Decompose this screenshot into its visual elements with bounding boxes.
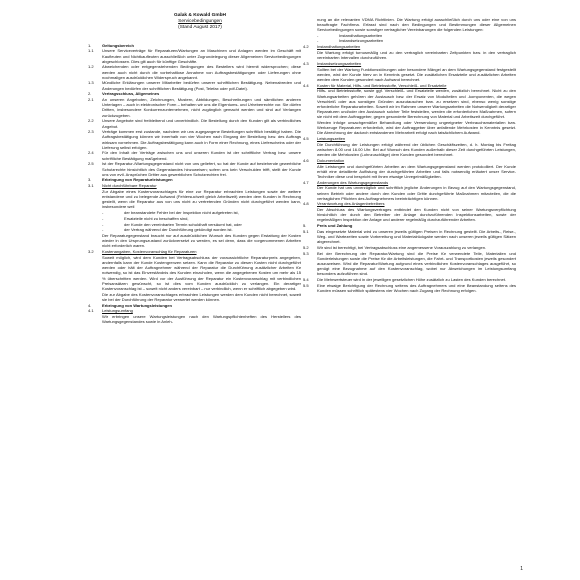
section-heading (88, 303, 301, 308)
clause-number: - (102, 210, 104, 216)
clause-number: 2.2 (88, 118, 94, 124)
paragraph (88, 308, 301, 313)
clause-number: 1. (88, 42, 92, 48)
paragraph (303, 50, 516, 60)
paragraph (88, 129, 301, 150)
paragraph (88, 249, 301, 254)
clause-text: Werden infolge unsachgemäßer Behandlung oder Verwendung ungeeigneter Verbrauchsmaterialien bzw. Werkzeuge Reparaturen erforderlich, wird der Auftraggeber über anfallende Mehrkosten in Kenntnis gesetzt. Die Abrechnung der dadurch entstandenen Mehrarbeit erfolgt nach tatsächlichem Aufwand. (317, 119, 516, 136)
clause-text: Mündliche Erklärungen unserer Mitarbeiter bedürfen unserer schriftlichen Bestätigung. Nebenabreden und Änderungen bedürfen der schriftlichen Bestätigung (Post, Telefax oder pdf-Datei). (102, 80, 301, 91)
clause-number: 4.3 (303, 60, 309, 66)
section-heading (303, 223, 516, 228)
clause-text: nung an die relevanten VDMA Richtlinien. Die Wartung erfolgt ausschließlich durch uns oder eine von uns beauftragte Fachfirma. Erfasst sind nach den Bedingungen und Bestimmungen dieser Allgemeinen Servicebedingungen sowie sonstiger vertraglicher Vereinbarungen die folgenden Leistungen: (317, 16, 516, 32)
list-item (88, 210, 301, 215)
right-column (303, 16, 516, 293)
clause-number: 3.2 (88, 249, 94, 255)
paragraph (88, 80, 301, 90)
clause-text: Verträge kommen erst zustande, nachdem wir uns zugegangene Bestellungen schriftlich bestätigt haben. Die Auftragsbestätigung können wir innerhalb von vier Wochen nach Eingang der Bestellung bzw. des Auftrags wirksam vornehmen. Die Auftragsbestätigung kann auch in Form einer Rechnung, eines Lieferscheins oder der Lieferung selbst erfolgen. (102, 129, 301, 150)
clause-number: 4. (88, 302, 92, 308)
clause-number: 1.3 (88, 80, 94, 86)
paragraph (303, 83, 516, 88)
clause-text: Der Abschluss des Wartungsvertrages entbindet den Kunden nicht von seiner Wartungsverpflichtung hinsichtlich der durch den Betreiber der Anlage durchzuführenden Inspektionsarbeiten, sowie der regelmäßigen Inspektion der Anlage und anderer regelmäßig durchzuführender Arbeiten. (317, 207, 516, 223)
clause-number (303, 120, 317, 135)
paragraph (303, 283, 516, 293)
paragraph (88, 255, 301, 291)
paragraph (88, 150, 301, 160)
clause-text: Abweichenden oder entgegenstehenden Bedingungen des Bestellers wird hiermit widersprochen; diese werden auch nicht durch die vorbehaltlose Annahme von Auftragsbestätigungen oder Lieferungen ohne nochmaligen ausdrücklichen Widerspruch angekannt. (102, 64, 301, 80)
paragraph (303, 229, 516, 244)
clause-text: Wir sind ist berechtigt, bei Vertragsabschluss eine angemessene Vorauszahlung zu verlangen. (317, 245, 487, 251)
subsection-title: Leistungsumfang (102, 308, 133, 314)
clause-number: 5.2 (303, 245, 309, 251)
paragraph (303, 120, 516, 135)
clause-number: 4.5 (303, 135, 309, 141)
paragraph (303, 201, 516, 206)
paragraph (88, 161, 301, 176)
clause-number (303, 207, 317, 222)
clause-text: der Vertrag während der Durchführung gekündigt worden ist. (124, 227, 233, 233)
paragraph (303, 180, 516, 185)
paragraph (88, 97, 301, 118)
paragraph (88, 233, 301, 248)
section-heading (88, 91, 301, 96)
list-item (303, 33, 516, 38)
section-title: Preis und Zahlung (317, 223, 353, 229)
subsection-title: Nicht durchführbare Reparatur (102, 183, 157, 189)
subsection-title: Instandhaltungsarbeiten (317, 44, 361, 50)
clause-number: 2.3 (88, 129, 94, 135)
clause-number: - (102, 221, 104, 227)
clause-number: 4.1 (88, 308, 94, 314)
list-item (88, 216, 301, 221)
clause-number: 5.5 (303, 282, 309, 288)
clause-text: Ersatzteile nicht zu beschaffen sind, (124, 215, 189, 221)
clause-text: Ist der Reparatur-/Wartungsgegenstand nicht von uns geliefert, so hat der Kunde auf bestehende gewerbliche Schutzrechte hinsichtlich des Gegenstandes hinzuweisen; sofern uns kein Verschulden trifft, stellt der Kunde uns von evtl. Ansprüchen Dritter aus gewerblichen Schutzrechten frei. (102, 161, 301, 177)
section-title: Vertragsschluss, Allgemeines (102, 91, 160, 97)
list-item (88, 222, 301, 227)
subsection-title: Leistungszeiten (317, 135, 346, 141)
clause-text: Die Mehrwertsteuer wird in der jeweiligen gesetzlichen Höhe zusätzlich zu Lasten des Kunden berechnet. (317, 277, 506, 283)
clause-text: Instandsetzungsarbeiten (339, 38, 384, 44)
paragraph (88, 48, 301, 63)
paragraph (303, 67, 516, 82)
document-title: Servicebedingungen (178, 19, 222, 24)
paragraph (303, 207, 516, 222)
clause-number (88, 292, 102, 302)
clause-text: Die Durchführung der Leistungen erfolgt während der üblichen Geschäftszeiten, d. h. Montag bis Freitag zwischen 8.00 und 16.00 Uhr. Bei auf Wunsch des Kunden außerhalb dieser Zeit durchgeführten Leistungen, werden die Mehrkosten (Lohnzuschläge) dem Kunden gesondert berechnet. (317, 141, 516, 158)
paragraph (303, 61, 516, 66)
clause-text: Die zur Abgabe des Kostenvoranschlages erbrachten Leistungen werden dem Kunden nicht berechnet, soweit sie bei der Durchführung der Reparatur verwertet werden können. (102, 291, 301, 302)
section-heading (88, 177, 301, 182)
paragraph (303, 185, 516, 200)
clause-text: Die Wartung erfolgt turnusmäßig und zu den vertraglich vereinbarten Zeitpunkten bzw. in den vertraglich vereinbarten Intervallen durchzuführen. (317, 49, 516, 61)
clause-number: 4.4 (303, 82, 309, 88)
clause-number (88, 314, 102, 324)
clause-text: Hilfs- und Betriebsstoffe, sowie ggf. Verschleiß- und Ersatzteile werden, zusätzlich berechnet. Nicht zu den Wartungsarbeiten gehören der Austausch bzw. der Ersatz von Modulteilen und -komponenten, die wegen Verschleiß oder aus sonstigen Gründen auszutauschen bzw. zu ersetzen sind, ebenso wenig sonstige erforderliche Reparaturarbeiten. Soweit wir im Rahmen unserer Wartungsarbeiten die Notwendigkeit derartiger Reparaturen und/oder den Austausch solcher Teile feststellen, werden die erforderlichen Maßnahmen, sofern sie nicht mit dem Auftraggeber, gegen gesonderte Berechnung von Material und Arbeitszeit durchgeführt. (317, 88, 516, 120)
clause-number (303, 164, 317, 179)
clause-number: 5. (303, 223, 307, 229)
left-column (88, 42, 301, 324)
paragraph (303, 44, 516, 49)
clause-number: 4.8 (303, 201, 309, 207)
paragraph (303, 245, 516, 250)
paragraph (303, 158, 516, 163)
subsection-title: Instandsetzungsarbeiten (317, 60, 362, 66)
clause-number: - (102, 227, 104, 233)
clause-number: - (102, 215, 104, 221)
clause-number (303, 17, 317, 32)
paragraph (303, 277, 516, 282)
clause-text: An unseren Angeboten, Zeichnungen, Mustern, Abbildungen, Beschreibungen und sämtlichen anderen Unterlagen – auch in elektronischer Form – behalten wir uns die Eigentums- und Urheberrechte vor. Sie dürfen Dritten, insbesondere Konkurrenzunternehmen, nicht zugänglich gemacht werden und sind auf Verlangen zurückzugeben. (102, 97, 301, 118)
clause-number: 5.3 (303, 250, 309, 256)
clause-text: Unsere Angebote sind freibleibend und unverbindlich. Die Bestellung durch den Kunden gilt als verbindliches Angebot. (102, 118, 301, 129)
clause-text: Bei der Berechnung der Reparatur/Wartung sind die Preise für verwendete Teile, Materialien und Sonderleistungen sowie die Preise für die Arbeitsleistungen, die Fahrt- und Transportkosten jeweils gesondert auszuweisen. Wird die Reparatur/Wartung aufgrund eines verbindlichen Kostenvoranschlages ausgeführt, so genügt eine Bezugnahme auf den Kostenvoranschlag, wobei nur Abweichungen im Leistungsumfang besonders aufzuführen sind. (317, 250, 516, 277)
subsection-title: Kosten für Material, Hilfs- und Betriebsstoffe, Verschleiß- und Ersatzteile (317, 82, 447, 88)
clause-number (88, 255, 102, 291)
paragraph (303, 17, 516, 32)
clause-number: 4.2 (303, 44, 309, 50)
clause-number: 2. (88, 91, 92, 97)
clause-number: 2.5 (88, 161, 94, 167)
section-heading (88, 43, 301, 48)
clause-text: Sollten bei der Wartung Funktionsstörungen oder besondere Mängel an dem Wartungsgegenstand festgestellt werden, wird der Kunde hierv on in Kenntnis gesetzt. Die zusätzlichen Ersatzteile und zusätzlichen Arbeiten werden dem Kunden gesondert nach Aufwand berechnet. (317, 66, 516, 82)
list-item (303, 38, 516, 43)
clause-text: der Kunde den vereinbarten Termin schuldhaft versäumt hat, oder (124, 221, 242, 227)
clause-text: Für den Inhalt der Verträge zwischen uns und unseren Kunden ist der schriftliche Vertrag bzw. unsere schriftliche Bestätigung maßgebend. (102, 150, 301, 161)
paragraph (303, 164, 516, 179)
document-header (95, 13, 305, 31)
section-title: Erbringung von Wartungsleistungen (102, 302, 172, 308)
paragraph (88, 292, 301, 302)
paragraph (88, 118, 301, 128)
section-title: Erbringung von Reparaturleistungen (102, 177, 173, 183)
clause-number (303, 88, 317, 119)
clause-text: Instandhaltungsarbeiten (339, 32, 383, 38)
subsection-title: Dokumentation (317, 157, 345, 163)
clause-number: 2.1 (88, 97, 94, 103)
clause-text: Eine etwaige Berichtigung der Rechnung seitens des Auftragnehmers und eine Beanstandung seitens des Kunden müssen schriftlich spätestens vier Wochen nach Zugang der Rechnung erfolgen. (317, 282, 516, 294)
clause-number: - (317, 32, 319, 38)
paragraph (303, 136, 516, 141)
clause-text: Soweit möglich, wird dem Kunden bei Vertragsabschluss der voraussichtliche Reparaturpreis angegeben, andernfalls kann der Kunde Kostengrenzen setzen. Kann die Reparatur zu diesen Kosten nicht durchgeführt werden oder hält der Auftragnehmer während der Reparatur die Durchführung zusätzlicher Arbeiten für notwendig, so ist das Einverständnis des Kunden einzuholen, wenn die angegebenen Kosten um mehr als 15 % überschritten werden. Wird vor der Ausführung der Reparatur ein Kostenvoranschlag mit verbindlichen Preisansätzen gewünscht, so ist dies vom Kunden ausdrücklich zu verlangen. Ein derartiger Kostenvoranschlag ist – soweit nicht anders vereinbart – nur verbindlich, wenn er schriftlich abgegeben wird. (102, 254, 301, 291)
clause-number (303, 185, 317, 200)
clause-text: Zur Abgabe eines Kostenvoranschlages für eine zur Reparatur erbrachten Leistungen sowie der weitere entstandene und zu belegende Aufwand (Fehlersuchzeit gleich Arbeitszeit) werden dem Kunden in Rechnung gestellt, wenn die Reparatur aus von uns nicht zu vertretenden Gründen nicht durchgeführt werden kann, insbesondere weil (102, 188, 301, 210)
paragraph (303, 142, 516, 157)
subsection-title: Kostenangaben, Kostenvoranschlag für Reparaturen (102, 249, 197, 255)
clause-text: Wir erbringen unsere Wartungsleistungen nach den Wartungspflichtenheften des Herstellers des Wartungsgegenstandes sowie in Anleh- (102, 314, 301, 325)
paragraph (88, 314, 301, 324)
clause-text: der beanstandete Fehler bei der Inspektion nicht aufgetreten ist, (124, 210, 239, 216)
paragraph (303, 88, 516, 119)
clause-number (88, 189, 102, 210)
company-name: Galak & Kowald GmbH (174, 13, 226, 18)
document-date: (Stand August 2017) (178, 25, 222, 30)
page-number: 1 (520, 566, 523, 572)
clause-text: Der Reparaturgegenstand braucht nur auf ausdrücklichen Wunsch des Kunden gegen Erstattung der Kosten wieder in den Ursprungszustand zurückversetzt zu werden, es sei denn, dass die vorgenommenen Arbeiten nicht erforderlich waren. (102, 233, 301, 249)
paragraph (88, 64, 301, 79)
clause-number: 2.4 (88, 150, 94, 156)
paragraph (88, 183, 301, 188)
clause-number: 3.1 (88, 183, 94, 189)
paragraph (88, 189, 301, 210)
clause-number (303, 142, 317, 157)
clause-number (303, 67, 317, 82)
clause-text: Das eingesetzte Material wird zu unseren jeweils gültigen Preisen in Rechnung gestellt. Die Arbeits-, Reise-, Weg- und Wartezeiten sowie Vorbereitung und Materialrückgabe werden nach unseren jeweils gültigen Sätzen abgerechnet. (317, 228, 516, 245)
clause-number: 4.7 (303, 179, 309, 185)
clause-number: 1.1 (88, 48, 94, 54)
clause-number: - (317, 38, 319, 44)
clause-number (303, 50, 317, 60)
subsection-title: Änderungen des Wartungsgegenstands (317, 179, 389, 185)
section-title: Geltungsbereich (102, 42, 134, 48)
clause-number: 3. (88, 177, 92, 183)
clause-number (88, 233, 102, 248)
clause-text: Unsere Serviceverträge für Reparaturen/Wartungen an Maschinen und Anlagen werden im Geschäft mit Kaufleuten und Nichtkaufleuten ausschließlich unter Zugrundelegung dieser Allgemeinen Servicebedingungen abgeschlossen. Dies gilt auch für künftige Geschäfte. (102, 48, 301, 64)
clause-number: 4.6 (303, 157, 309, 163)
clause-text: Der Kunde hat uns unverzüglich und schriftlich jegliche Änderungen in Bezug auf den Wartungsgegenstand, seinen Betrieb oder andere durch den Kunden oder Dritte durchgeführte Maßnahmen mitzuteilen, die die vertraglichen Pflichten des Auftragnehmers beeinträchtigen können. (317, 185, 516, 201)
clause-text: Alle Leistungen und durchgeführten Arbeiten an dem Wartungsgegenstand werden protokolliert. Der Kunde erhält eine detaillierte Auflistung der durchgeführten Arbeiten und falls notwendig erläutert unser Service-Techniker diese und bespricht mit ihnen etwaige Unregelmäßigkeiten. (317, 163, 516, 179)
subsection-title: Verantwortung des Anlagenbetreibers (317, 201, 385, 207)
clause-number: 1.2 (88, 64, 94, 70)
paragraph (303, 251, 516, 277)
clause-number: 5.1 (303, 228, 309, 234)
list-item (88, 227, 301, 232)
clause-number: 5.4 (303, 277, 309, 283)
